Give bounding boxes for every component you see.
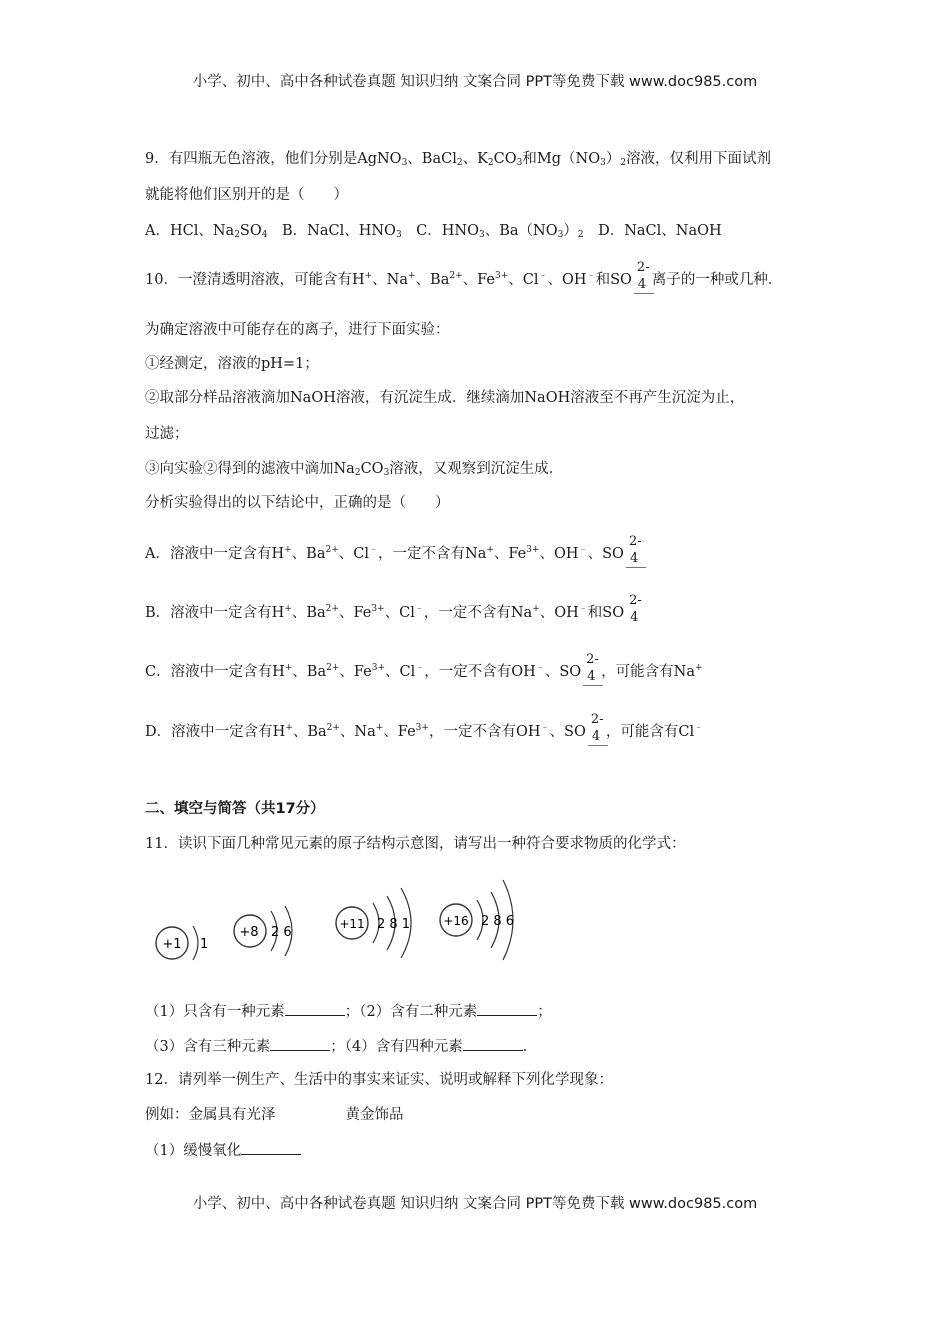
q10-line7: 分析实验得出的以下结论中，正确的是（ ）: [145, 495, 450, 511]
answer-blank-1[interactable]: [285, 1001, 345, 1016]
answer-blank-5[interactable]: [241, 1140, 301, 1155]
q10-option-b: B．溶液中一定含有H+、$Ba^{2+}$、$Fe^{3+}$、Cl﹣，一定不含有Na+、OH﹣和SO 2- 4: [145, 593, 642, 625]
q10-option-c: C．溶液中一定含有H+、$Ba^{2+}$、$Fe^{3+}$、Cl﹣，一定不含有OH﹣、SO 2- 4 ，可能含有Na+: [145, 652, 703, 684]
atom-hydrogen: [156, 926, 208, 960]
answer-blank-3[interactable]: [270, 1036, 330, 1051]
answer-blank-2[interactable]: [477, 1001, 537, 1016]
q10-line4: ②取部分样品溶液滴加NaOH溶液，有沉淀生成．继续滴加NaOH溶液至不再产生沉淀为止，: [145, 390, 745, 406]
svg-text:2 8 6: 2 8 6: [481, 914, 515, 929]
q11-parts-1-2: （1）只含有一种元素 ；（2）含有二种元素 ；: [145, 1000, 552, 1021]
page-header: 小学、初中、高中各种试卷真题 知识归纳 文案合同 PPT等免费下载 www.doc985.com: [192, 74, 758, 90]
atom-structure-diagrams: [145, 868, 525, 976]
answer-blank-4[interactable]: [463, 1036, 523, 1051]
q9-stem-line2: 就能将他们区别开的是（ ）: [145, 187, 348, 203]
q11-stem: 11．读识下面几种常见元素的原子结构示意图，请写出一种符合要求物质的化学式：: [145, 836, 686, 852]
q9-options: A．HCl、$Na_2SO_4$ B．NaCl、$HNO_3$ C．$HNO_3$、$Ba(NO_3)_2$ D．NaCl、NaOH: [145, 223, 722, 240]
svg-text:1: 1: [200, 937, 209, 952]
svg-text:+8: +8: [239, 925, 259, 940]
atom-oxygen: [234, 906, 292, 956]
atom-sulfur: [440, 880, 514, 960]
q10-line3: ①经测定，溶液的pH=1；: [145, 356, 319, 372]
q10-option-d: D．溶液中一定含有H+、$Ba^{2+}$、Na+、$Fe^{3+}$，一定不含有OH﹣、SO 2- 4 ，可能含有Cl﹣: [145, 712, 704, 744]
q10-option-a: A．溶液中一定含有H+、$Ba^{2+}$、Cl﹣，一定不含有Na+、$Fe^{3+}$、OH﹣、SO 2- 4: [145, 538, 644, 568]
q10-stem-line1: 10．一澄清透明溶液，可能含有H+、Na+、$Ba^{2+}$、$Fe^{3+}$、Cl﹣、OH﹣和SO 2- 4 离子的一种或几种．: [145, 260, 783, 292]
svg-text:2 8 1: 2 8 1: [377, 917, 411, 932]
q9-stem-line1: 9．有四瓶无色溶液，他们分别是AgNO$_3$、BaCl$_2$、$K_2CO_3$和$Mg(NO_3)_2$溶液，仅利用下面试剂: [145, 151, 772, 168]
q12-example: 例如：金属具有光泽 黄金饰品: [145, 1107, 404, 1123]
q12-stem: 12．请列举一例生产、生活中的事实来证实、说明或解释下列化学现象：: [145, 1072, 613, 1088]
q10-line5: 过滤；: [145, 426, 189, 442]
q10-line2: 为确定溶液中可能存在的离子，进行下面实验：: [145, 322, 450, 338]
svg-text:+11: +11: [339, 917, 365, 931]
atom-sodium: [336, 888, 411, 958]
q12-part-1: （1）缓慢氧化: [145, 1139, 301, 1160]
sulfate-charge: 2- 4: [634, 264, 652, 294]
q10-line6: ③向实验②得到的滤液中滴加$Na_2CO_3$溶液，又观察到沉淀生成．: [145, 461, 564, 478]
svg-text:2 6: 2 6: [271, 925, 292, 940]
svg-text:+1: +1: [162, 937, 182, 952]
page-footer: 小学、初中、高中各种试卷真题 知识归纳 文案合同 PPT等免费下载 www.doc985.com: [192, 1196, 758, 1212]
q11-parts-3-4: （3）含有三种元素 ；（4）含有四种元素 ．: [145, 1035, 537, 1056]
svg-text:+16: +16: [443, 914, 469, 928]
section-title: 二、填空与简答（共17分）: [145, 801, 325, 817]
